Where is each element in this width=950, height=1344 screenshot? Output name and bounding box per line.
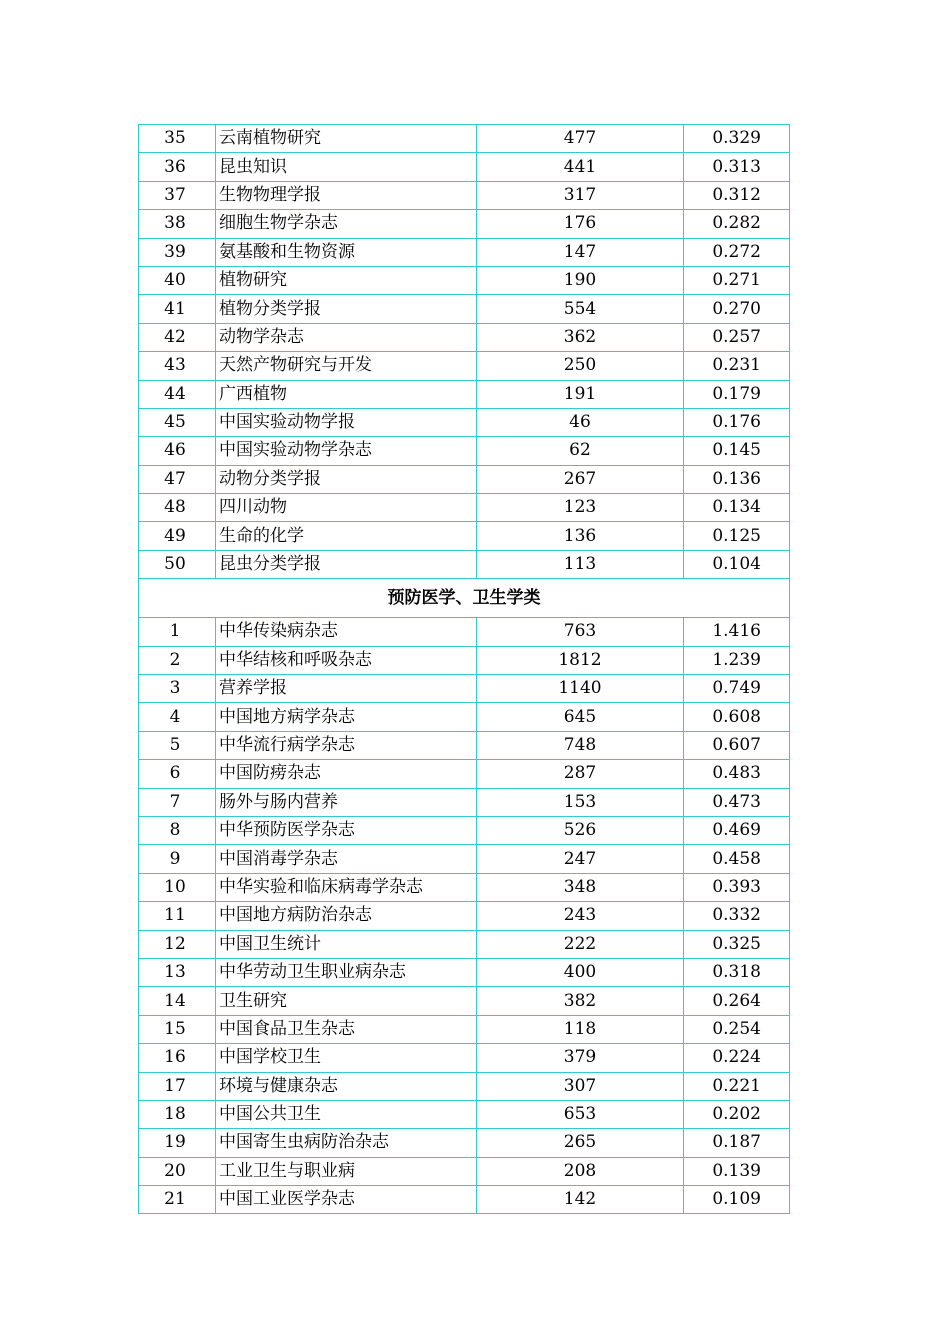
value-cell: 0.176	[684, 408, 790, 436]
count-cell: 153	[477, 788, 684, 816]
journal-name-cell: 天然产物研究与开发	[216, 352, 477, 380]
rank-cell: 38	[139, 210, 216, 238]
rank-cell: 11	[139, 902, 216, 930]
journal-name-cell: 中国地方病防治杂志	[216, 902, 477, 930]
count-cell: 222	[477, 930, 684, 958]
count-cell: 477	[477, 125, 684, 153]
rank-cell: 4	[139, 703, 216, 731]
value-cell: 0.125	[684, 522, 790, 550]
journal-name-cell: 卫生研究	[216, 987, 477, 1015]
value-cell: 0.393	[684, 873, 790, 901]
value-cell: 0.145	[684, 437, 790, 465]
count-cell: 118	[477, 1015, 684, 1043]
count-cell: 190	[477, 266, 684, 294]
value-cell: 0.607	[684, 731, 790, 759]
value-cell: 0.257	[684, 323, 790, 351]
count-cell: 379	[477, 1044, 684, 1072]
table-row	[139, 494, 790, 522]
table-row	[139, 153, 790, 181]
count-cell: 208	[477, 1157, 684, 1185]
journal-name-cell: 动物分类学报	[216, 465, 477, 493]
rank-cell: 14	[139, 987, 216, 1015]
value-cell: 0.332	[684, 902, 790, 930]
rank-cell: 35	[139, 125, 216, 153]
journal-ranking-table	[138, 124, 790, 1214]
value-cell: 0.608	[684, 703, 790, 731]
journal-name-cell: 云南植物研究	[216, 125, 477, 153]
count-cell: 763	[477, 618, 684, 646]
table-row	[139, 550, 790, 578]
value-cell: 0.134	[684, 494, 790, 522]
count-cell: 317	[477, 181, 684, 209]
value-cell: 0.272	[684, 238, 790, 266]
count-cell: 287	[477, 760, 684, 788]
count-cell: 147	[477, 238, 684, 266]
value-cell: 0.231	[684, 352, 790, 380]
value-cell: 0.264	[684, 987, 790, 1015]
count-cell: 46	[477, 408, 684, 436]
journal-name-cell: 中国防痨杂志	[216, 760, 477, 788]
rank-cell: 42	[139, 323, 216, 351]
value-cell: 0.458	[684, 845, 790, 873]
rank-cell: 5	[139, 731, 216, 759]
count-cell: 348	[477, 873, 684, 901]
rank-cell: 45	[139, 408, 216, 436]
count-cell: 554	[477, 295, 684, 323]
count-cell: 250	[477, 352, 684, 380]
count-cell: 62	[477, 437, 684, 465]
journal-name-cell: 工业卫生与职业病	[216, 1157, 477, 1185]
value-cell: 0.254	[684, 1015, 790, 1043]
value-cell: 0.202	[684, 1100, 790, 1128]
table-row	[139, 845, 790, 873]
journal-name-cell: 中国地方病学杂志	[216, 703, 477, 731]
value-cell: 0.749	[684, 675, 790, 703]
value-cell: 0.224	[684, 1044, 790, 1072]
table-row	[139, 618, 790, 646]
journal-name-cell: 中国工业医学杂志	[216, 1186, 477, 1214]
table-row	[139, 295, 790, 323]
count-cell: 307	[477, 1072, 684, 1100]
count-cell: 1140	[477, 675, 684, 703]
count-cell: 243	[477, 902, 684, 930]
count-cell: 526	[477, 816, 684, 844]
table-row	[139, 1015, 790, 1043]
table-row	[139, 125, 790, 153]
journal-name-cell: 植物分类学报	[216, 295, 477, 323]
count-cell: 653	[477, 1100, 684, 1128]
journal-name-cell: 中国公共卫生	[216, 1100, 477, 1128]
journal-name-cell: 中华预防医学杂志	[216, 816, 477, 844]
journal-name-cell: 昆虫知识	[216, 153, 477, 181]
journal-name-cell: 中国寄生虫病防治杂志	[216, 1129, 477, 1157]
table-row	[139, 380, 790, 408]
section-heading: 预防医学、卫生学类	[139, 579, 790, 618]
count-cell: 113	[477, 550, 684, 578]
table-row	[139, 238, 790, 266]
count-cell: 1812	[477, 646, 684, 674]
table-row	[139, 266, 790, 294]
value-cell: 0.473	[684, 788, 790, 816]
journal-name-cell: 环境与健康杂志	[216, 1072, 477, 1100]
journal-name-cell: 中华结核和呼吸杂志	[216, 646, 477, 674]
rank-cell: 13	[139, 958, 216, 986]
journal-name-cell: 肠外与肠内营养	[216, 788, 477, 816]
table-row	[139, 788, 790, 816]
table-row	[139, 675, 790, 703]
table-row	[139, 1072, 790, 1100]
table-row	[139, 181, 790, 209]
rank-cell: 21	[139, 1186, 216, 1214]
journal-name-cell: 生物物理学报	[216, 181, 477, 209]
rank-cell: 47	[139, 465, 216, 493]
rank-cell: 9	[139, 845, 216, 873]
rank-cell: 36	[139, 153, 216, 181]
rank-cell: 46	[139, 437, 216, 465]
table-row	[139, 873, 790, 901]
count-cell: 645	[477, 703, 684, 731]
value-cell: 0.109	[684, 1186, 790, 1214]
table-row	[139, 465, 790, 493]
count-cell: 176	[477, 210, 684, 238]
journal-name-cell: 中国消毒学杂志	[216, 845, 477, 873]
rank-cell: 18	[139, 1100, 216, 1128]
value-cell: 0.312	[684, 181, 790, 209]
table-row	[139, 760, 790, 788]
count-cell: 400	[477, 958, 684, 986]
rank-cell: 44	[139, 380, 216, 408]
table-row	[139, 210, 790, 238]
journal-name-cell: 营养学报	[216, 675, 477, 703]
table-row	[139, 902, 790, 930]
value-cell: 0.329	[684, 125, 790, 153]
table-row	[139, 816, 790, 844]
value-cell: 0.187	[684, 1129, 790, 1157]
journal-name-cell: 氨基酸和生物资源	[216, 238, 477, 266]
journal-name-cell: 细胞生物学杂志	[216, 210, 477, 238]
count-cell: 142	[477, 1186, 684, 1214]
rank-cell: 1	[139, 618, 216, 646]
count-cell: 247	[477, 845, 684, 873]
rank-cell: 10	[139, 873, 216, 901]
value-cell: 0.325	[684, 930, 790, 958]
table-row	[139, 930, 790, 958]
journal-name-cell: 中国实验动物学杂志	[216, 437, 477, 465]
rank-cell: 12	[139, 930, 216, 958]
table-row	[139, 1157, 790, 1185]
count-cell: 441	[477, 153, 684, 181]
rank-cell: 50	[139, 550, 216, 578]
table-row	[139, 437, 790, 465]
rank-cell: 41	[139, 295, 216, 323]
value-cell: 0.136	[684, 465, 790, 493]
table-body	[139, 125, 790, 1214]
value-cell: 1.416	[684, 618, 790, 646]
journal-name-cell: 中华劳动卫生职业病杂志	[216, 958, 477, 986]
journal-name-cell: 中华传染病杂志	[216, 618, 477, 646]
journal-name-cell: 生命的化学	[216, 522, 477, 550]
journal-name-cell: 中国学校卫生	[216, 1044, 477, 1072]
rank-cell: 8	[139, 816, 216, 844]
value-cell: 1.239	[684, 646, 790, 674]
count-cell: 136	[477, 522, 684, 550]
rank-cell: 39	[139, 238, 216, 266]
table-row	[139, 1186, 790, 1214]
rank-cell: 20	[139, 1157, 216, 1185]
value-cell: 0.179	[684, 380, 790, 408]
count-cell: 748	[477, 731, 684, 759]
rank-cell: 40	[139, 266, 216, 294]
rank-cell: 2	[139, 646, 216, 674]
table-row	[139, 646, 790, 674]
journal-name-cell: 动物学杂志	[216, 323, 477, 351]
rank-cell: 17	[139, 1072, 216, 1100]
value-cell: 0.282	[684, 210, 790, 238]
journal-name-cell: 中国实验动物学报	[216, 408, 477, 436]
table-row	[139, 352, 790, 380]
rank-cell: 48	[139, 494, 216, 522]
count-cell: 362	[477, 323, 684, 351]
table-row	[139, 1044, 790, 1072]
journal-name-cell: 中华流行病学杂志	[216, 731, 477, 759]
journal-name-cell: 中国卫生统计	[216, 930, 477, 958]
table-row	[139, 987, 790, 1015]
value-cell: 0.318	[684, 958, 790, 986]
value-cell: 0.271	[684, 266, 790, 294]
table-row	[139, 323, 790, 351]
rank-cell: 3	[139, 675, 216, 703]
value-cell: 0.221	[684, 1072, 790, 1100]
rank-cell: 19	[139, 1129, 216, 1157]
value-cell: 0.270	[684, 295, 790, 323]
table-row	[139, 958, 790, 986]
table-row	[139, 1100, 790, 1128]
journal-name-cell: 昆虫分类学报	[216, 550, 477, 578]
journal-name-cell: 四川动物	[216, 494, 477, 522]
section-header-row	[139, 579, 790, 618]
journal-name-cell: 植物研究	[216, 266, 477, 294]
table-row	[139, 1129, 790, 1157]
rank-cell: 7	[139, 788, 216, 816]
count-cell: 123	[477, 494, 684, 522]
journal-name-cell: 中华实验和临床病毒学杂志	[216, 873, 477, 901]
count-cell: 382	[477, 987, 684, 1015]
count-cell: 191	[477, 380, 684, 408]
count-cell: 265	[477, 1129, 684, 1157]
journal-name-cell: 广西植物	[216, 380, 477, 408]
rank-cell: 15	[139, 1015, 216, 1043]
value-cell: 0.139	[684, 1157, 790, 1185]
rank-cell: 6	[139, 760, 216, 788]
table-row	[139, 731, 790, 759]
rank-cell: 49	[139, 522, 216, 550]
journal-name-cell: 中国食品卫生杂志	[216, 1015, 477, 1043]
count-cell: 267	[477, 465, 684, 493]
value-cell: 0.104	[684, 550, 790, 578]
rank-cell: 16	[139, 1044, 216, 1072]
table-row	[139, 408, 790, 436]
table-row	[139, 522, 790, 550]
table-row	[139, 703, 790, 731]
value-cell: 0.313	[684, 153, 790, 181]
value-cell: 0.483	[684, 760, 790, 788]
value-cell: 0.469	[684, 816, 790, 844]
rank-cell: 43	[139, 352, 216, 380]
rank-cell: 37	[139, 181, 216, 209]
